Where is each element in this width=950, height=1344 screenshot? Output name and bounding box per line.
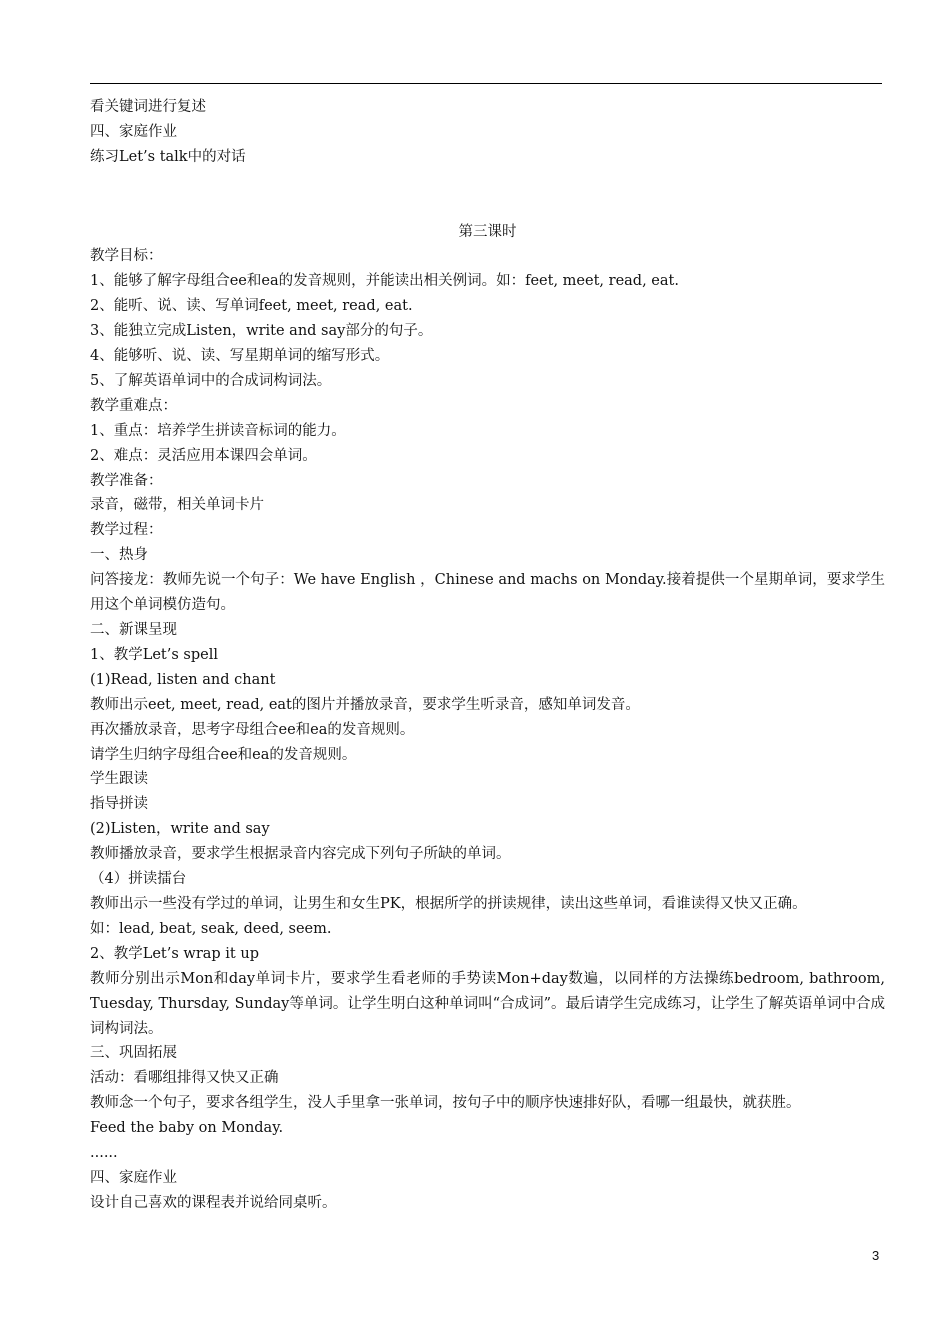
heading-process: 教学过程：: [90, 522, 163, 539]
paragraph: 教师分别出示Mon和day单词卡片，要求学生看老师的手势读Mon+day数遍，以同样的方法操练bedroom, bathroom, Tuesday, Thursday, Sunday等单词。让学生明白这种单词叫“合成词”。最后请学生完成练习，让学生了解英语单词中合成词构词法。: [90, 970, 885, 1037]
heading-key-points: 教学重难点：: [90, 397, 177, 414]
document-body: [90, 95, 885, 1216]
section-heading-new-lesson: 二、新课呈现: [90, 622, 177, 639]
text-line: 教师出示一些没有学过的单词，让男生和女生PK，根据所学的拼读规律，读出这些单词，看谁读得又快又正确。: [90, 895, 807, 912]
text-line: 教师播放录音，要求学生根据录音内容完成下列句子所缺的单词。: [90, 846, 511, 863]
text-line: 教师念一个句子，要求各组学生，没人手里拿一张单词，按句子中的顺序快速排好队，看哪一组最快，就获胜。: [90, 1095, 801, 1112]
goal-item: 1、能够了解字母组合ee和ea的发音规则，并能读出相关例词。如：feet, meet, read, eat.: [90, 273, 679, 290]
lesson-title: 第三课时: [458, 223, 517, 240]
text-line: 设计自己喜欢的课程表并说给同桌听。: [90, 1194, 337, 1211]
header-rule: [90, 83, 882, 84]
goal-item: 4、能够听、说、读、写星期单词的缩写形式。: [90, 348, 390, 365]
text-line: 练习Let’s talk中的对话: [90, 148, 246, 165]
text-line: 指导拼读: [90, 796, 148, 813]
section-heading-homework: 四、家庭作业: [90, 1169, 177, 1186]
text-line: 请学生归纳字母组合ee和ea的发音规则。: [90, 746, 357, 763]
text-line: 学生跟读: [90, 771, 148, 788]
subheading: 1、教学Let’s spell: [90, 646, 219, 663]
section-heading-homework: 四、家庭作业: [90, 123, 177, 140]
subheading: 2、教学Let’s wrap it up: [90, 945, 259, 962]
section-heading-warmup: 一、热身: [90, 547, 148, 564]
preparation-text: 录音，磁带，相关单词卡片: [90, 497, 264, 514]
goal-item: 3、能独立完成Listen，write and say部分的句子。: [90, 323, 433, 340]
text-line: ......: [90, 1145, 118, 1162]
heading-teaching-goals: 教学目标：: [90, 248, 163, 265]
spacer: [90, 170, 885, 220]
goal-item: 5、了解英语单词中的合成词构词法。: [90, 372, 332, 389]
text-line: 再次播放录音，思考字母组合ee和ea的发音规则。: [90, 721, 415, 738]
page-number: 3: [872, 1248, 880, 1263]
goal-item: 2、能听、说、读、写单词feet, meet, read, eat.: [90, 298, 413, 315]
text-line: Feed the baby on Monday.: [90, 1120, 284, 1137]
text-line: 教师出示eet, meet, read, eat的图片并播放录音，要求学生听录音，感知单词发音。: [90, 696, 640, 713]
paragraph: 问答接龙：教师先说一个句子：We have English ，Chinese and machs on Monday.接着提供一个星期单词，要求学生用这个单词模仿造句。: [90, 572, 885, 614]
key-point-item: 2、难点：灵活应用本课四会单词。: [90, 447, 317, 464]
subheading: (1)Read, listen and chant: [90, 671, 276, 688]
subheading: (2)Listen，write and say: [90, 821, 270, 838]
key-point-item: 1、重点：培养学生拼读音标词的能力。: [90, 422, 346, 439]
subheading: （4）拼读擂台: [90, 871, 187, 888]
heading-preparation: 教学准备：: [90, 472, 163, 489]
text-line: 活动：看哪组排得又快又正确: [90, 1070, 279, 1087]
text-line: 如：lead, beat, seak, deed, seem.: [90, 920, 332, 937]
section-heading-consolidation: 三、巩固拓展: [90, 1045, 177, 1062]
text-line: 看关键词进行复述: [90, 99, 206, 115]
